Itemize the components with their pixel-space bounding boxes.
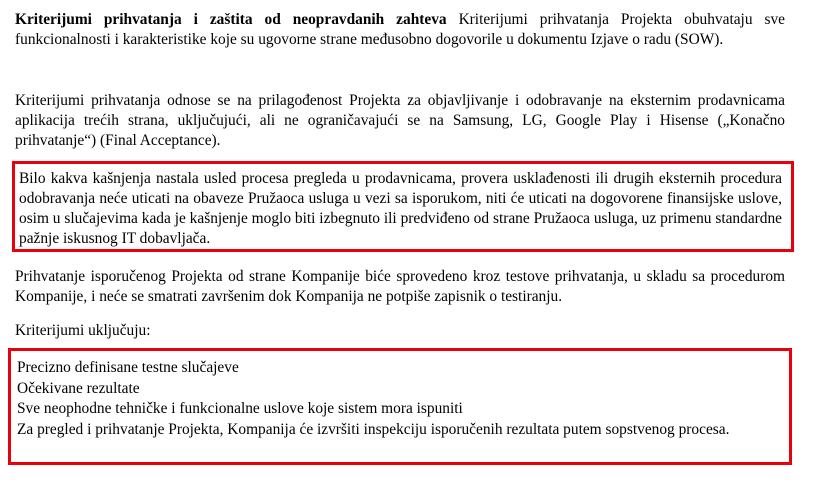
criteria-item: Precizno definisane testne slučajeve: [17, 359, 239, 376]
criteria-list: [17, 358, 770, 440]
paragraph-delays: [19, 169, 782, 249]
paragraph-heading: Kriterijumi prihvatanja i zaštita od neopravdanih zahteva: [15, 11, 447, 28]
paragraph-criteria-intro: [15, 321, 785, 341]
criteria-item: Očekivane rezultate: [17, 379, 140, 397]
paragraph-text: Kriterijumi prihvatanja Projekta obuhvataju sve funkcionalnosti i karakteristike koje su ugovorne strane međusobno dogovorile u dokumentu Izjave o radu (SOW).: [15, 11, 785, 48]
paragraph-text: Kriterijumi prihvatanja odnose se na prilagođenost Projekta za objavljivanje i odobravanje na eksternim prodavnicama aplikacija trećih strana, uključujući, ali ne ograničavajući se na Samsung, LG, Google Play i Hisense („Konačno prihvatanje“) (Final Acceptance).: [15, 92, 785, 149]
paragraph-store-approval: [15, 91, 785, 151]
paragraph-acceptance-testing: [15, 267, 785, 307]
criteria-item: Sve neophodne tehničke i funkcionalne uslove koje sistem mora ispuniti: [17, 400, 463, 417]
criteria-item: Za pregled i prihvatanje Projekta, Kompanija će izvršiti inspekciju isporučenih rezultata putem sopstvenog procesa.: [17, 420, 730, 438]
paragraph-acceptance-criteria: [15, 10, 785, 50]
paragraph-text: Bilo kakva kašnjenja nastala usled procesa pregleda u prodavnicama, provera usklađenosti ili drugih eksternih procedura odobravanja neće uticati na obaveze Pružaoca usluga u vezi sa isporukom, niti će uticati na dogovorene finansijske uslove, osim u slučajevima kada je kašnjenje moglo biti izbegnuto ili predviđeno od strane Pružaoca usluga, uz primenu standardne pažnje iskusnog IT dobavljača.: [19, 170, 782, 247]
paragraph-text: Kriterijumi uključuju:: [15, 322, 151, 339]
paragraph-text: Prihvatanje isporučenog Projekta od strane Kompanije biće sprovedeno kroz testove prihvatanja, u skladu sa procedurom Kompanije, i neće se smatrati završenim dok Kompanija ne potpiše zapisnik o testiranju.: [15, 268, 785, 305]
